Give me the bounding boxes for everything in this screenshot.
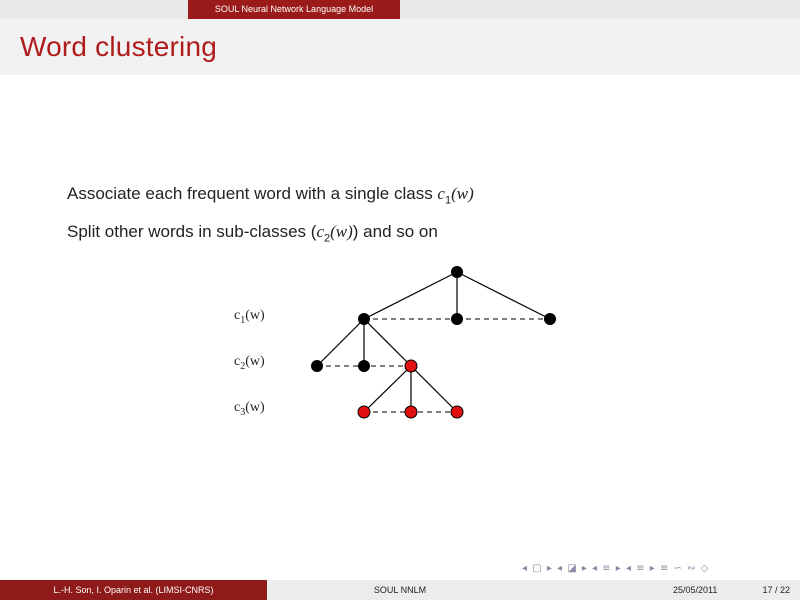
slide-title: Word clustering [20,31,218,62]
bullet-1-var: c [437,184,445,203]
edge-c1a-c2c [364,319,411,366]
node-c1a [358,313,370,325]
edge-c1a-c2a [317,319,364,366]
node-c2b [358,360,370,372]
level-label-c1: $c_1(w)$ [234,308,265,326]
footer-date-page [533,580,800,600]
edge-c2c-c3a [364,366,411,412]
footer-page-number: 17 / 22 [762,585,790,595]
footer-short-title: SOUL NNLM [267,580,533,600]
bullet-2-tail: ) and so on [352,222,438,242]
beamer-navigation-icons[interactable]: ◂ ▢ ▸ ◂ ◪ ▸ ◂ ≡ ▸ ◂ ≡ ▸ ≡ ∽ ∾ ◇ [522,563,710,574]
edge-root-c1c [457,272,550,319]
bullet-1-sub: 1 [444,194,452,207]
bullet-2-text: Split other words in sub-classes ( [67,222,317,242]
node-root [451,266,463,278]
bullet-1-text: Associate each frequent word with a single class [67,184,438,203]
node-c1c [544,313,556,325]
bullet-2-arg: (w) [330,222,353,242]
footer-date: 25/05/2011 [673,585,718,595]
level-label-c3: $c_3(w)$ [234,400,265,418]
edge-c2c-c3c [411,366,457,412]
node-c3c [451,406,463,418]
bullet-1-arg: (w) [451,184,474,203]
node-c3a [358,406,370,418]
node-c2a [311,360,323,372]
node-c2c [405,360,417,372]
edge-root-c1a [364,272,457,319]
bullet-2-sub: 2 [323,232,331,245]
footer-authors: L.-H. Son, I. Oparin et al. (LIMSI-CNRS) [0,580,267,600]
bullet-2-var: c [316,222,324,242]
node-c3b [405,406,417,418]
footer-bar [0,580,800,600]
section-title[interactable]: SOUL Neural Network Language Model [188,0,400,19]
level-label-c2: $c_2(w)$ [234,354,265,372]
node-c1b [451,313,463,325]
